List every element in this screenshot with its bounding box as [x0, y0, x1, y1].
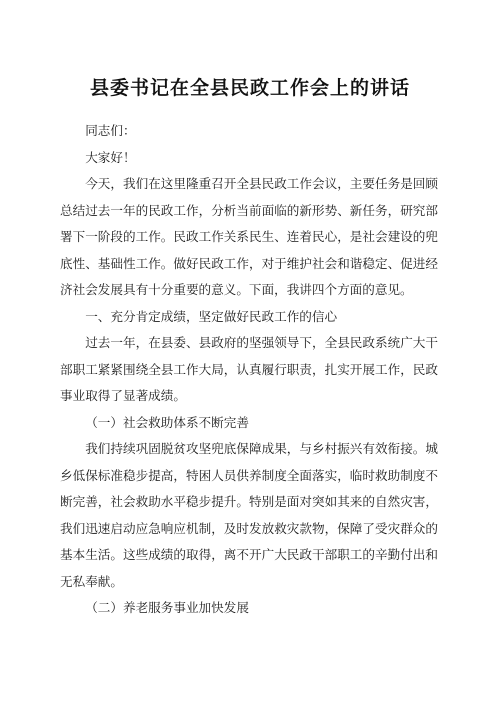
paragraph-greeting: 大家好！	[85, 149, 136, 165]
paragraph-salutation: 同志们：	[85, 123, 136, 138]
document-title: 县委书记在全县民政工作会上的讲话	[89, 77, 410, 99]
paragraph-social-assistance: 我们持续巩固脱贫攻坚兜底保障成果，与乡村振兴有效衔接。城乡低保标准稳步提高，特困人员供养制度全面落实，临时救助制度不断完善，社会救助水平稳步提升。特别是面对突如其来的自然灾害，我们迅速启动应急响应机制，及时发放救灾款物，保障了受灾群众的基本生活。这些成绩的取得，离不开广大民政干部职工的辛勤付出和无私奉献。	[60, 441, 438, 589]
document-body	[60, 118, 438, 622]
section-heading-1: 一、充分肯定成绩，坚定做好民政工作的信心	[85, 308, 338, 324]
paragraph-intro: 今天，我们在这里隆重召开全县民政工作会议，主要任务是回顾总结过去一年的民政工作，分析当前面临的新形势、新任务，研究部署下一阶段的工作。民政工作关系民生、连着民心，是社会建设的兜底性、基础性工作。做好民政工作，对于维护社会和谐稳定、促进经济社会发展具有十分重要的意义。下面，我讲四个方面的意见。	[60, 176, 438, 297]
paragraph-achievements: 过去一年，在县委、县政府的坚强领导下，全县民政系统广大干部职工紧紧围绕全县工作大局，认真履行职责，扎实开展工作，民政事业取得了显著成绩。	[60, 335, 438, 403]
subsection-heading-2: （二）养老服务事业加快发展	[85, 600, 249, 615]
subsection-heading-1: （一）社会救助体系不断完善	[85, 414, 249, 430]
